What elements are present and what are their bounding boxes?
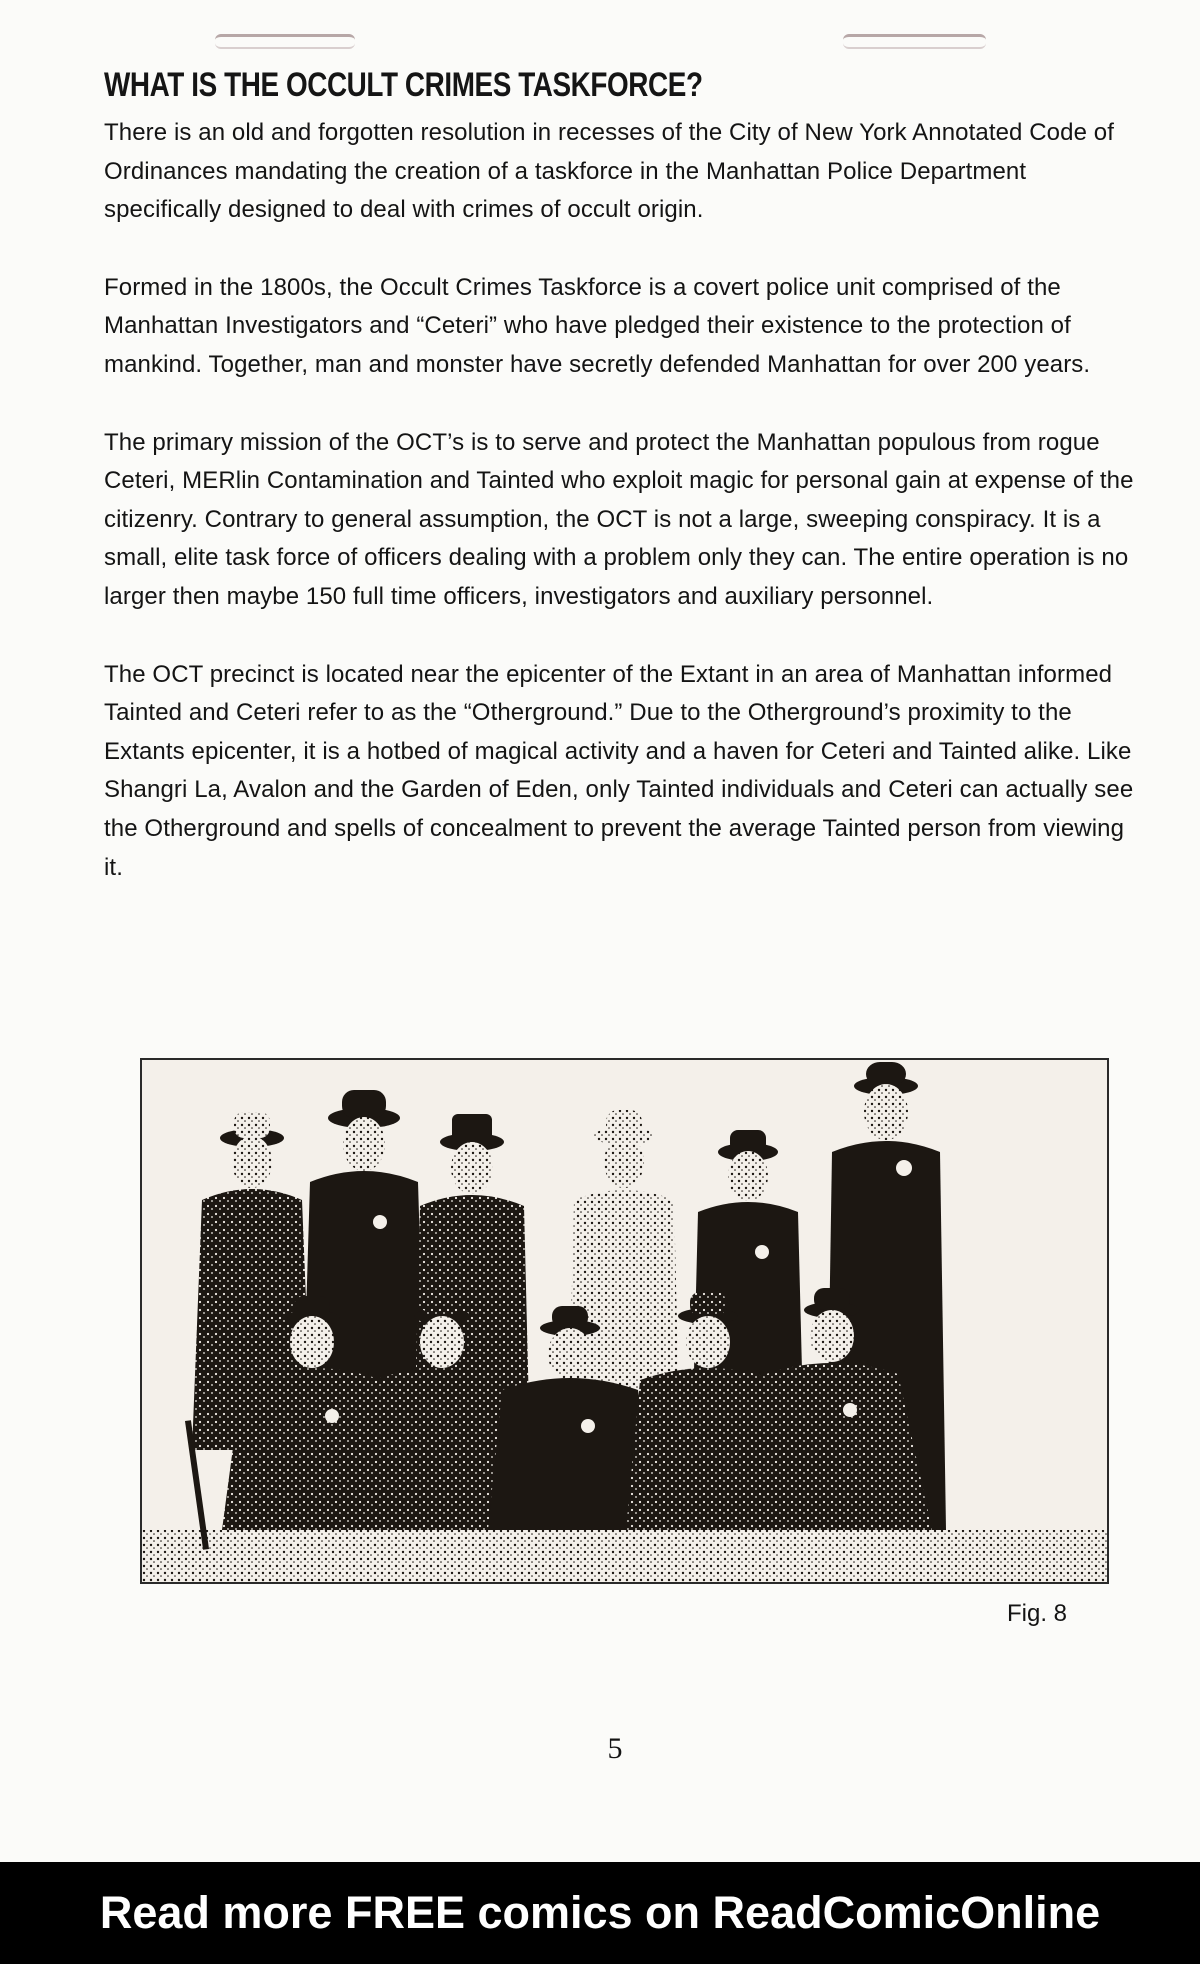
paragraph-formation: Formed in the 1800s, the Occult Crimes Taskforce is a covert police unit comprised of the Manhattan Investigators and “Ceteri” who have pledged their existence to the protection of mankind. Together, man and monster have secretly defended Manhattan for over 200 years. [104, 273, 1091, 378]
group-photo-figure [140, 1058, 1109, 1584]
promo-banner-text[interactable]: Read more FREE comics on ReadComicOnline [99, 1887, 1101, 1938]
staple-mark-left [215, 34, 355, 49]
paragraph-resolution: There is an old and forgotten resolution in recesses of the City of New York Annotated Code of Ordinances mandating the creation of a taskforce in the Manhattan Police Department specifically designed to deal with crimes of occult origin. [104, 119, 1115, 224]
staple-mark-right [843, 34, 986, 49]
paragraph-mission: The primary mission of the OCT’s is to serve and protect the Manhattan populous from rogue Ceteri, MERlin Contamination and Tainted who exploit magic for personal gain at expense of the citizenry. Contrary to general assumption, the OCT is not a large, sweeping conspiracy. It is a small, elite task force of officers dealing with a problem only they can. The entire operation is no larger then maybe 150 full time officers, investigators and auxiliary personnel. [104, 428, 1134, 610]
page-heading: WHAT IS THE OCCULT CRIMES TASKFORCE? [104, 66, 703, 104]
promo-banner[interactable] [0, 1862, 1200, 1964]
figure-caption: Fig. 8 [1007, 1600, 1068, 1627]
page-number: 5 [607, 1732, 623, 1765]
group-photo-illustration [142, 1060, 1107, 1582]
body-text [104, 114, 1144, 926]
paragraph-precinct: The OCT precinct is located near the epicenter of the Extant in an area of Manhattan informed Tainted and Ceteri refer to as the “Otherground.” Due to the Otherground’s proximity to the Extants epicenter, it is a hotbed of magical activity and a haven for Ceteri and Tainted alike. Like Shangri La, Avalon and the Garden of Eden, only Tainted individuals and Ceteri can actually see the Otherground and spells of concealment to prevent the average Tainted person from viewing it. [104, 660, 1134, 881]
